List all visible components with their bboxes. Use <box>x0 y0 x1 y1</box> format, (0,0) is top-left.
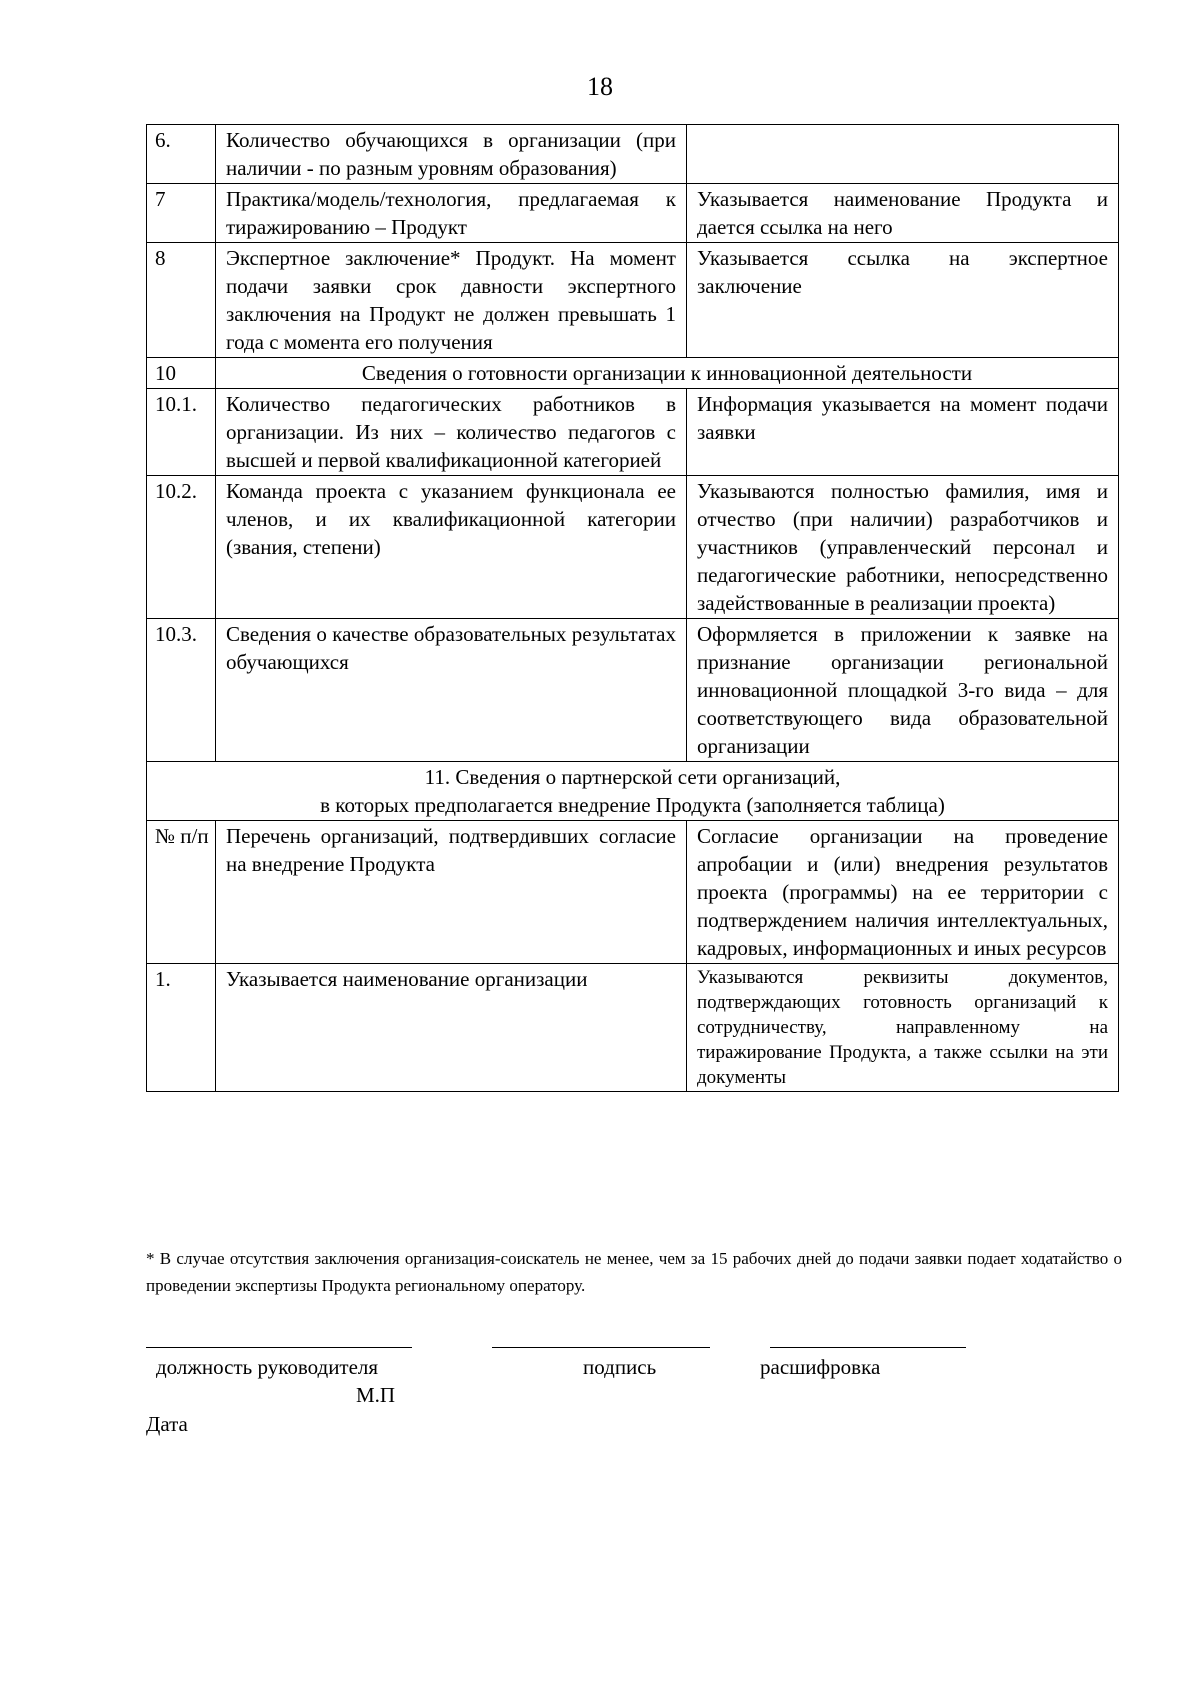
row-name: Указывается наименование организации <box>216 964 687 1092</box>
row-note: Согласие организации на проведение апробации и (или) внедрения результатов проекта (программы) на ее территории с подтверждением наличия интеллектуальных, кадровых, информационных и иных ресурсов <box>687 821 1119 964</box>
section-heading-line: 11. Сведения о партнерской сети организаций, <box>424 765 841 789</box>
section-heading-line: в которых предполагается внедрение Продукта (заполняется таблица) <box>320 793 945 817</box>
row-number: 1. <box>147 964 216 1092</box>
row-note: Указывается ссылка на экспертное заключение <box>687 243 1119 358</box>
signature-line <box>492 1347 710 1348</box>
row-name: Количество педагогических работников в организации. Из них – количество педагогов с высшей и первой квалификационной категорией <box>216 389 687 476</box>
row-name: Сведения о качестве образовательных результатах обучающихся <box>216 619 687 762</box>
section-heading: Сведения о готовности организации к инновационной деятельности <box>216 358 1119 389</box>
decoding-signature-line <box>770 1347 966 1348</box>
row-name: Практика/модель/технология, предлагаемая к тиражированию – Продукт <box>216 184 687 243</box>
row-note: Указываются реквизиты документов, подтверждающих готовность организаций к сотрудничеству, направленному на тиражирование Продукта, а также ссылки на эти документы <box>687 964 1119 1092</box>
table-row <box>147 243 1119 358</box>
signature-caption: подпись <box>583 1355 657 1379</box>
table-row <box>147 619 1119 762</box>
stamp-mark: М.П <box>356 1383 396 1407</box>
row-number: 6. <box>147 125 216 184</box>
row-number: 8 <box>147 243 216 358</box>
position-signature-line <box>146 1347 412 1348</box>
row-name: Количество обучающихся в организации (при наличии - по разным уровням образования) <box>216 125 687 184</box>
application-table <box>146 124 1119 1092</box>
row-number: № п/п <box>147 821 216 964</box>
row-note: Оформляется в приложении к заявке на признание организации региональной инновационной площадкой 3-го вида – для соответствующего вида образовательной организации <box>687 619 1119 762</box>
table-row <box>147 964 1119 1092</box>
section-heading <box>147 762 1119 821</box>
row-name: Экспертное заключение* Продукт. На момент подачи заявки срок давности экспертного заключения на Продукт не должен превышать 1 года с момента его получения <box>216 243 687 358</box>
row-name: Перечень организаций, подтвердивших согласие на внедрение Продукта <box>216 821 687 964</box>
decoding-caption: расшифровка <box>760 1355 881 1379</box>
row-note: Указываются полностью фамилия, имя и отчество (при наличии) разработчиков и участников (управленческий персонал и педагогические работники, непосредственно задействованные в реализации проекта) <box>687 476 1119 619</box>
section-row <box>147 358 1119 389</box>
table-row <box>147 389 1119 476</box>
table-row <box>147 476 1119 619</box>
position-caption: должность руководителя <box>156 1355 379 1379</box>
row-note <box>687 125 1119 184</box>
row-note: Информация указывается на момент подачи заявки <box>687 389 1119 476</box>
row-note: Указывается наименование Продукта и дается ссылка на него <box>687 184 1119 243</box>
row-number: 10.1. <box>147 389 216 476</box>
row-number: 10.3. <box>147 619 216 762</box>
page-number: 18 <box>587 72 613 101</box>
footnote: * В случае отсутствия заключения организация-соискатель не менее, чем за 15 рабочих дней до подачи заявки подает ходатайство о проведении экспертизы Продукта региональному оператору. <box>146 1249 1122 1295</box>
date-label: Дата <box>146 1412 188 1436</box>
section-row <box>147 762 1119 821</box>
row-number: 10.2. <box>147 476 216 619</box>
table-row <box>147 125 1119 184</box>
table-header-row <box>147 821 1119 964</box>
row-number: 10 <box>147 358 216 389</box>
row-name: Команда проекта с указанием функционала ее членов, и их квалификационной категории (звания, степени) <box>216 476 687 619</box>
row-number: 7 <box>147 184 216 243</box>
table-row <box>147 184 1119 243</box>
